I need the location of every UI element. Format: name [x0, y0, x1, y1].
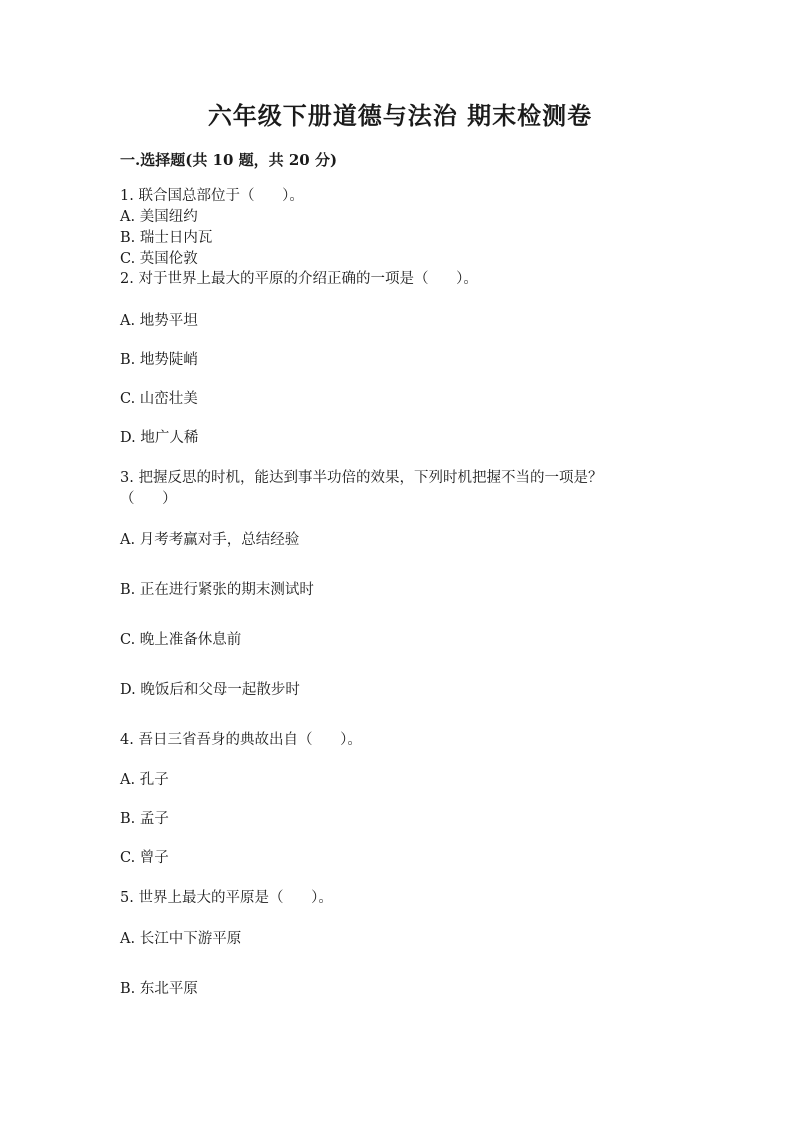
question-3-stem-continued: （ ） — [120, 491, 177, 507]
question-2-option-a: A. 地势平坦 — [120, 313, 198, 329]
question-5-stem: 5. 世界上最大的平原是（ ）。 — [120, 890, 333, 906]
question-4-option-b: B. 孟子 — [120, 811, 169, 827]
question-5-option-b: B. 东北平原 — [120, 981, 198, 997]
question-3-option-c: C. 晚上准备休息前 — [120, 632, 242, 648]
question-4-option-c: C. 曾子 — [120, 850, 169, 866]
question-3-option-b: B. 正在进行紧张的期末测试时 — [120, 582, 314, 598]
question-1-stem: 1. 联合国总部位于（ ）。 — [120, 188, 304, 204]
question-4-stem: 4. 吾日三省吾身的典故出自（ ）。 — [120, 732, 362, 748]
question-4-option-a: A. 孔子 — [120, 772, 169, 788]
question-3-option-a: A. 月考考赢对手，总结经验 — [120, 532, 300, 548]
question-1-option-b: B. 瑞士日内瓦 — [120, 230, 213, 246]
question-2-option-d: D. 地广人稀 — [120, 430, 199, 446]
question-5-option-a: A. 长江中下游平原 — [120, 931, 242, 947]
exam-title: 六年级下册道德与法治 期末检测卷 — [207, 101, 593, 130]
question-1-option-a: A. 美国纽约 — [120, 209, 198, 225]
question-1-option-c: C. 英国伦敦 — [120, 251, 198, 267]
question-2-option-b: B. 地势陡峭 — [120, 352, 198, 368]
question-2-stem: 2. 对于世界上最大的平原的介绍正确的一项是（ ）。 — [120, 271, 478, 287]
question-2-option-c: C. 山峦壮美 — [120, 391, 198, 407]
section-heading: 一.选择题(共 10 题，共 20 分) — [120, 151, 338, 169]
question-3-stem: 3. 把握反思的时机，能达到事半功倍的效果，下列时机把握不当的一项是？ — [120, 470, 603, 486]
question-3-option-d: D. 晚饭后和父母一起散步时 — [120, 682, 300, 698]
